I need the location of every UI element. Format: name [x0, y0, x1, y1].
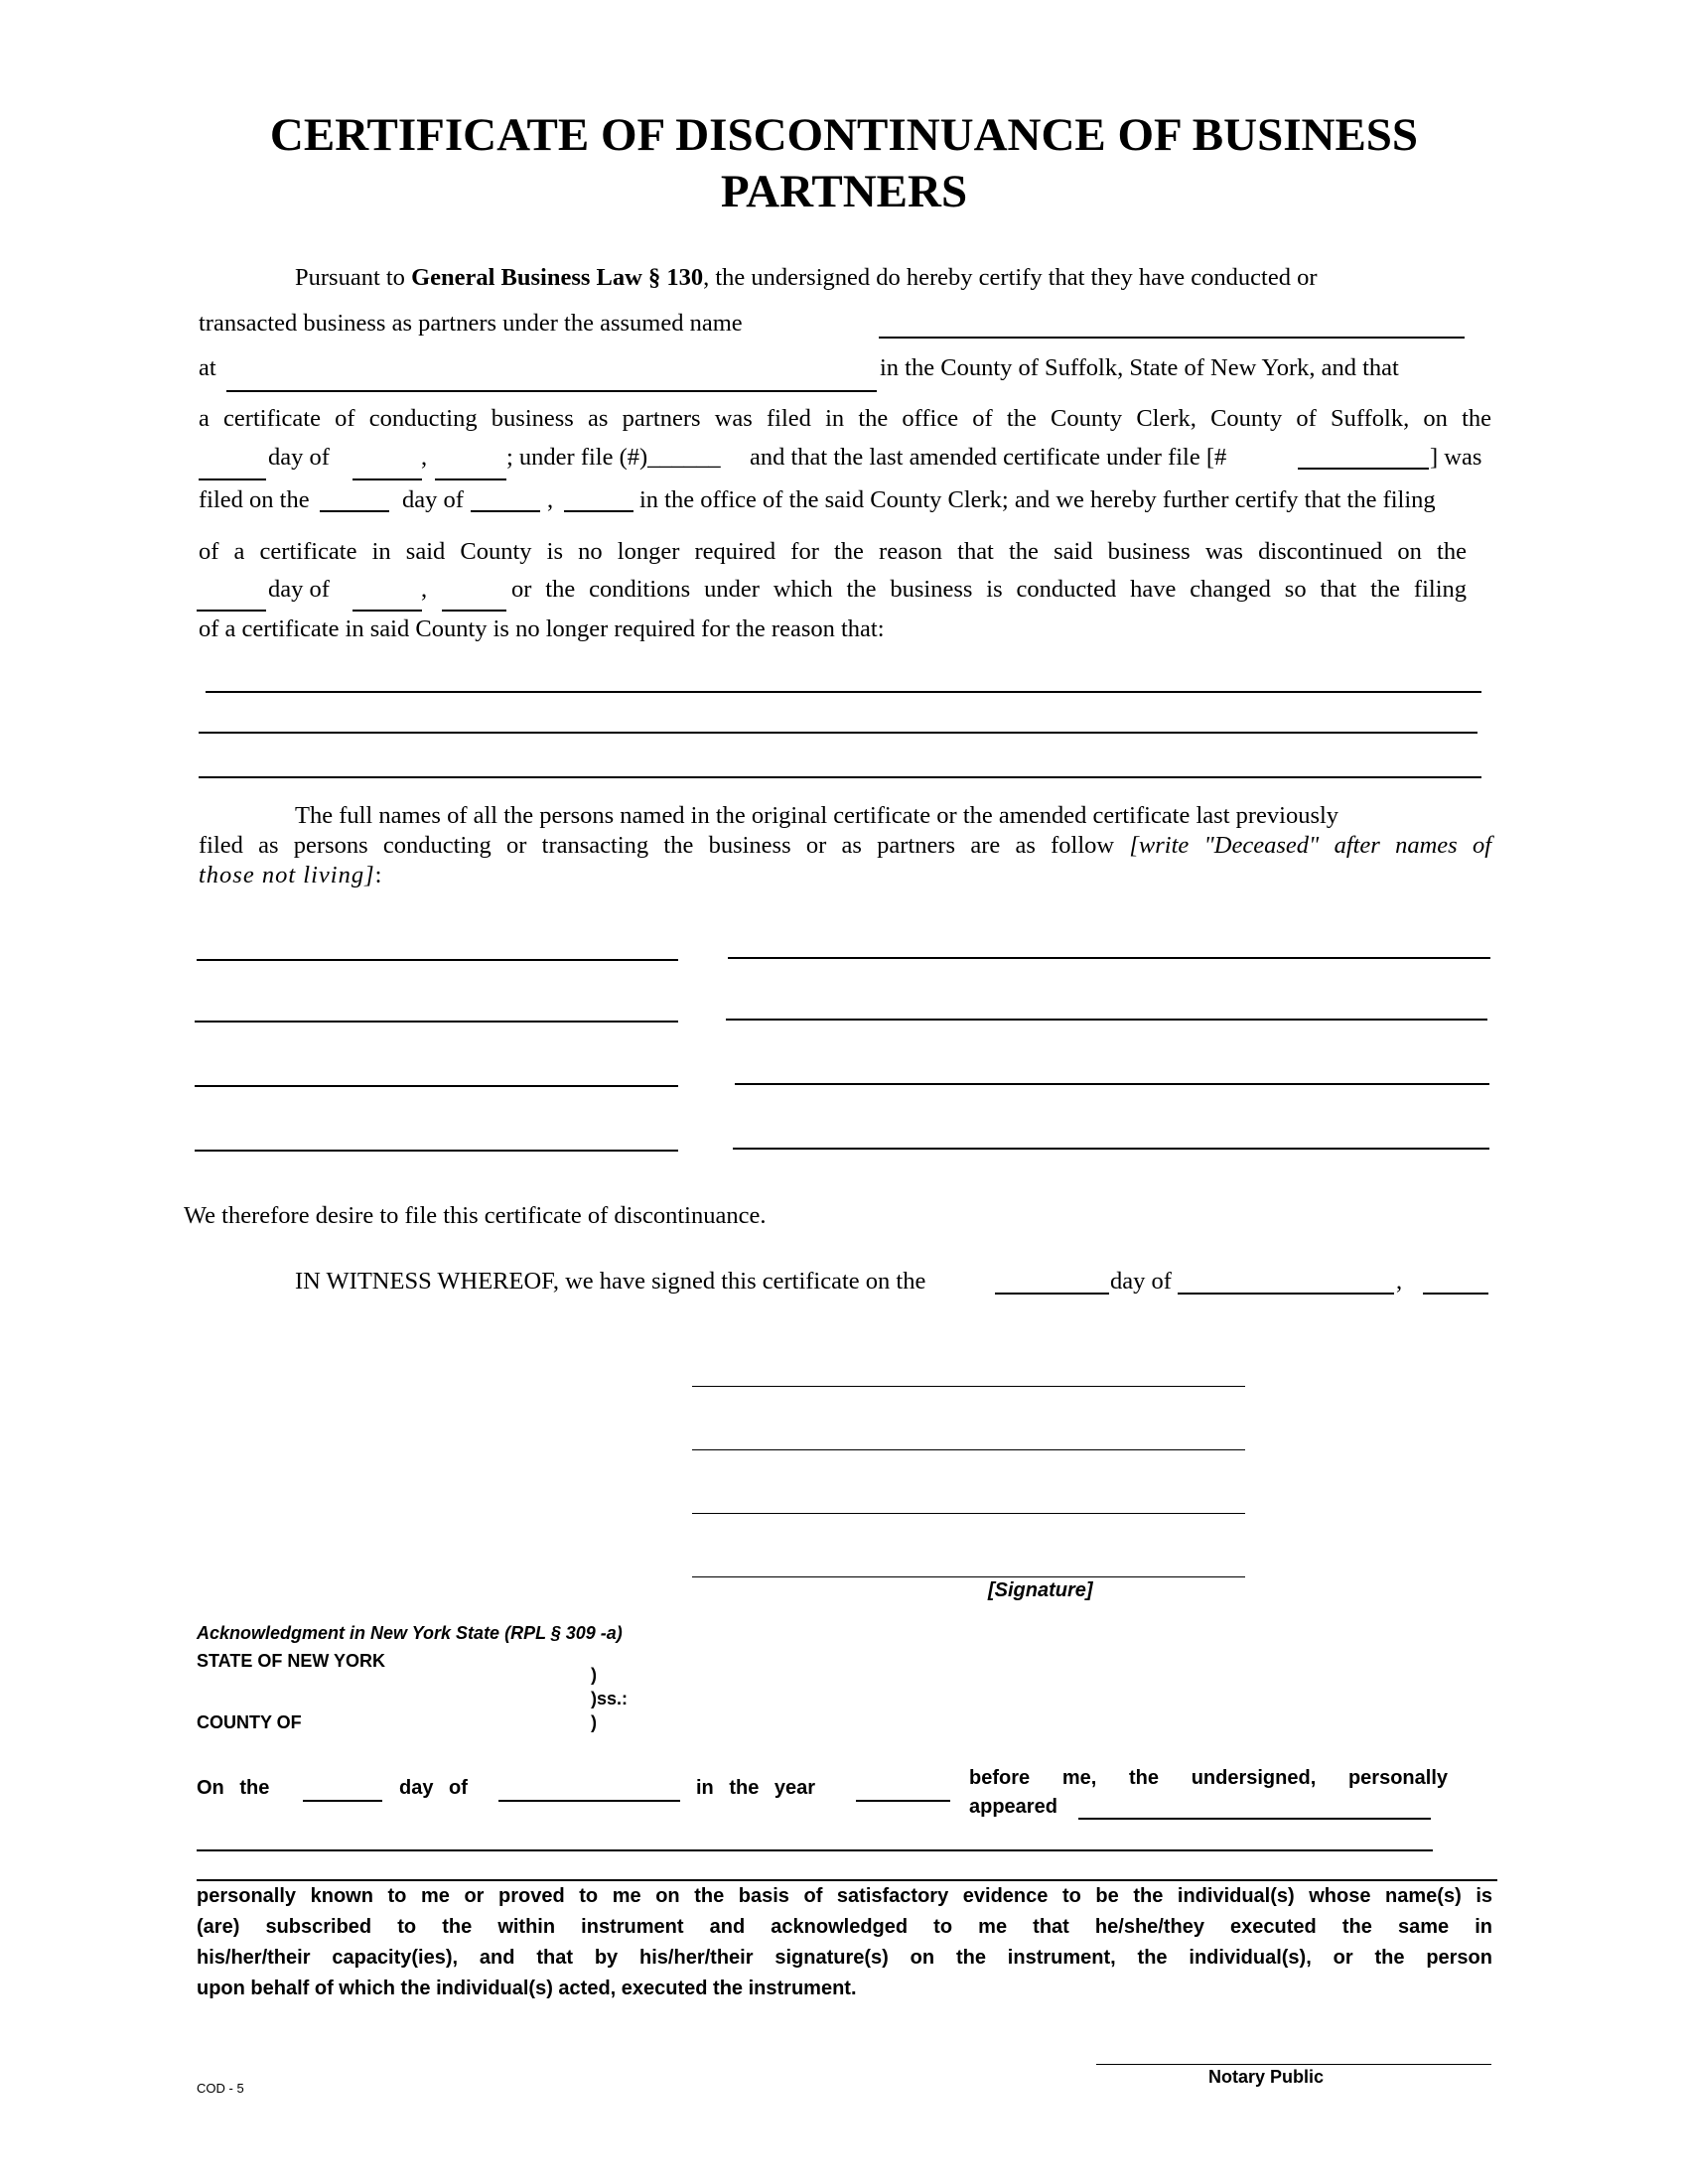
ack-paren-1: )	[591, 1665, 597, 1685]
signature-line-1[interactable]	[692, 1386, 1245, 1387]
witness-comma: ,	[1396, 1268, 1403, 1295]
p1-line-4: a certificate of conducting business as partners was filed in the office of the County Clerk, County of Suffolk, on the	[199, 405, 1491, 432]
amended-file-number-field[interactable]	[1298, 468, 1429, 470]
ack-known-line-4: upon behalf of which the individual(s) acted, executed the instrument.	[197, 1978, 857, 1999]
witness-text: IN WITNESS WHEREOF, we have signed this certificate on the	[295, 1268, 926, 1295]
witness-month-field[interactable]	[1178, 1293, 1394, 1295]
amended-day-field[interactable]	[320, 510, 389, 512]
form-code: COD - 5	[197, 2081, 244, 2096]
p1-conditions: or the conditions under which the business is conducted have changed so that the filing	[511, 576, 1467, 603]
p1-filedon: filed on the	[199, 486, 310, 513]
p1-line-9: of a certificate in said County is no longer required for the reason that:	[199, 615, 885, 642]
ack-divider	[197, 1879, 1497, 1881]
discontinued-day-field[interactable]	[197, 610, 266, 612]
assumed-name-field[interactable]	[879, 337, 1465, 339]
comma-1: ,	[421, 444, 428, 471]
ack-paren-3: )	[591, 1712, 597, 1732]
title-line-2: PARTNERS	[720, 166, 968, 217]
ack-day-field[interactable]	[303, 1800, 382, 1802]
filed-month-field[interactable]	[352, 478, 422, 480]
partner-address-line-4[interactable]	[733, 1148, 1489, 1150]
p2-line-3: those not living]:	[199, 862, 383, 888]
partner-address-line-1[interactable]	[728, 957, 1490, 959]
ack-known-line-1: personally known to me or proved to me on the basis of satisfactory evidence to be the individual(s) whose name(s) is	[197, 1885, 1492, 1907]
p1-line-7: of a certificate in said County is no longer required for the reason that the said business was discontinued on the	[199, 538, 1467, 565]
p1-dayof-1: day of	[268, 444, 330, 471]
p1-line-2: transacted business as partners under the assumed name	[199, 310, 743, 337]
filed-year-field[interactable]	[435, 478, 506, 480]
signature-label: [Signature]	[988, 1579, 1093, 1601]
desire-statement: We therefore desire to file this certificate of discontinuance.	[184, 1202, 767, 1229]
reason-line-2[interactable]	[199, 732, 1477, 734]
ack-appeared-field[interactable]	[1078, 1818, 1431, 1820]
p2-line-1: The full names of all the persons named in the original certificate or the amended certificate last previously	[295, 802, 1339, 829]
filed-day-field[interactable]	[199, 478, 266, 480]
amended-year-field[interactable]	[564, 510, 633, 512]
signature-line-3[interactable]	[692, 1513, 1245, 1514]
p1-dayof-3: day of	[268, 576, 330, 603]
witness-day-field[interactable]	[995, 1293, 1109, 1295]
ack-known-line-3: his/her/their capacity(ies), and that by his/her/their signature(s) on the instrument, the individual(s), or the person	[197, 1947, 1492, 1969]
discontinued-month-field[interactable]	[352, 610, 422, 612]
partner-address-line-3[interactable]	[735, 1083, 1489, 1085]
partner-name-line-4[interactable]	[195, 1150, 678, 1152]
partner-name-line-1[interactable]	[197, 959, 678, 961]
comma-3: ,	[421, 576, 428, 603]
witness-dayof: day of	[1110, 1268, 1172, 1295]
ack-state: STATE OF NEW YORK	[197, 1651, 386, 1671]
ack-appeared: appeared	[969, 1796, 1057, 1818]
ack-on-the: On the	[197, 1777, 270, 1799]
ack-heading: Acknowledgment in New York State (RPL § 309 -a)	[197, 1623, 623, 1643]
document-title	[149, 107, 1539, 220]
ack-ss: )ss.:	[591, 1689, 629, 1708]
business-address-field[interactable]	[226, 390, 877, 392]
reason-line-3[interactable]	[199, 776, 1481, 778]
p2-line-2: filed as persons conducting or transacting the business or as partners are as follow [write "Deceased" after names of	[199, 832, 1491, 859]
witness-year-field[interactable]	[1423, 1293, 1488, 1295]
ack-month-field[interactable]	[498, 1800, 680, 1802]
p1-amended: and that the last amended certificate under file [#	[750, 444, 1227, 471]
signature-line-4[interactable]	[692, 1576, 1245, 1577]
p1-line-1: Pursuant to General Business Law § 130, the undersigned do hereby certify that they have conducted or	[295, 264, 1318, 291]
ack-name-line[interactable]	[197, 1849, 1433, 1851]
partner-address-line-2[interactable]	[726, 1019, 1487, 1021]
p1-underfile: ; under file (#)______	[506, 444, 721, 471]
amended-month-field[interactable]	[471, 510, 540, 512]
title-line-1: CERTIFICATE OF DISCONTINUANCE OF BUSINESS	[269, 109, 1419, 161]
ack-in-the-year: in the year	[696, 1777, 816, 1799]
discontinued-year-field[interactable]	[442, 610, 506, 612]
signature-line-2[interactable]	[692, 1449, 1245, 1450]
notary-signature-line[interactable]	[1096, 2064, 1491, 2065]
ack-county: COUNTY OF	[197, 1712, 302, 1732]
law-reference: General Business Law § 130	[411, 264, 704, 291]
partner-name-line-3[interactable]	[195, 1085, 678, 1087]
partner-name-line-2[interactable]	[195, 1021, 678, 1023]
reason-line-1[interactable]	[206, 691, 1481, 693]
p1-office: in the office of the said County Clerk; and we hereby further certify that the filing	[639, 486, 1436, 513]
ack-year-field[interactable]	[856, 1800, 950, 1802]
notary-label: Notary Public	[1208, 2067, 1325, 2087]
p1-dayof-2: day of	[402, 486, 464, 513]
p1-was: ] was	[1430, 444, 1482, 471]
p1-at-label: at	[199, 354, 216, 381]
ack-day-of: day of	[399, 1777, 468, 1799]
comma-2: ,	[547, 486, 554, 513]
ack-before-me: before me, the undersigned, personally	[969, 1767, 1448, 1789]
ack-known-line-2: (are) subscribed to the within instrument and acknowledged to me that he/she/they executed the same in	[197, 1916, 1492, 1938]
p1-county-text: in the County of Suffolk, State of New York, and that	[880, 354, 1399, 381]
